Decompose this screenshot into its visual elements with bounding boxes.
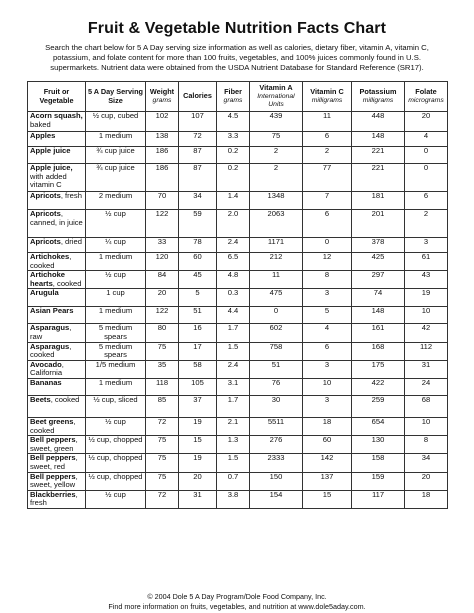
food-name-cell [28, 490, 86, 508]
vitamin-a-cell: 2333 [250, 454, 303, 472]
column-unit: micrograms [408, 96, 444, 104]
potassium-cell: 422 [352, 378, 405, 395]
table-row [28, 192, 448, 210]
weight-cell: 75 [146, 342, 179, 360]
weight-cell: 20 [146, 289, 179, 307]
food-name-cell [28, 238, 86, 253]
vitamin-a-cell: 11 [250, 271, 303, 289]
serving-size-cell: ½ cup, chopped [86, 472, 146, 490]
potassium-cell: 117 [352, 490, 405, 508]
vitamin-a-cell: 758 [250, 342, 303, 360]
table-row [28, 417, 448, 435]
column-unit: International Units [257, 92, 295, 108]
food-name: Acorn squash, [30, 111, 83, 120]
column-header: Vitamin C milligrams [303, 82, 352, 112]
food-name: Apple juice, [30, 163, 73, 172]
potassium-cell: 201 [352, 210, 405, 238]
folate-cell: 2 [405, 210, 448, 238]
vitamin-c-cell: 4 [303, 324, 352, 342]
folate-cell: 0 [405, 164, 448, 192]
food-name-cell [28, 253, 86, 271]
weight-cell: 122 [146, 307, 179, 324]
vitamin-a-cell: 276 [250, 436, 303, 454]
fiber-cell: 0.2 [217, 164, 250, 192]
fiber-cell: 3.3 [217, 132, 250, 147]
food-name: Beet greens [30, 417, 74, 426]
folate-cell: 6 [405, 192, 448, 210]
column-unit: grams [152, 96, 172, 104]
calories-cell: 45 [179, 271, 217, 289]
fiber-cell: 3.1 [217, 378, 250, 395]
calories-cell: 15 [179, 436, 217, 454]
vitamin-c-cell: 60 [303, 436, 352, 454]
table-row [28, 490, 448, 508]
food-description: , cooked [30, 342, 72, 360]
table-row [28, 342, 448, 360]
food-name: Apricots [30, 191, 61, 200]
folate-cell: 20 [405, 472, 448, 490]
table-row [28, 238, 448, 253]
vitamin-c-cell: 7 [303, 192, 352, 210]
vitamin-c-cell: 12 [303, 253, 352, 271]
potassium-cell: 425 [352, 253, 405, 271]
serving-size-cell: 1 medium [86, 307, 146, 324]
folate-cell: 18 [405, 490, 448, 508]
table-row [28, 147, 448, 164]
food-name-cell [28, 210, 86, 238]
fiber-cell: 2.4 [217, 360, 250, 378]
weight-cell: 118 [146, 378, 179, 395]
table-body [28, 112, 448, 509]
calories-cell: 59 [179, 210, 217, 238]
folate-cell: 3 [405, 238, 448, 253]
vitamin-a-cell: 212 [250, 253, 303, 271]
potassium-cell: 161 [352, 324, 405, 342]
food-name: Artichoke hearts [30, 270, 66, 288]
vitamin-c-cell: 6 [303, 342, 352, 360]
serving-size-cell: ½ cup, sliced [86, 395, 146, 417]
serving-size-cell: 2 medium [86, 192, 146, 210]
table-row [28, 378, 448, 395]
table-row [28, 271, 448, 289]
table-row [28, 360, 448, 378]
food-name-cell [28, 360, 86, 378]
fiber-cell: 1.5 [217, 454, 250, 472]
vitamin-a-cell: 1171 [250, 238, 303, 253]
serving-size-cell: ½ cup [86, 417, 146, 435]
calories-cell: 31 [179, 490, 217, 508]
food-description: , dried [60, 237, 82, 246]
table-row [28, 164, 448, 192]
vitamin-a-cell: 475 [250, 289, 303, 307]
folate-cell: 19 [405, 289, 448, 307]
potassium-cell: 448 [352, 112, 405, 132]
potassium-cell: 221 [352, 164, 405, 192]
calories-cell: 78 [179, 238, 217, 253]
food-name-cell [28, 164, 86, 192]
calories-cell: 20 [179, 472, 217, 490]
food-name: Apricots [30, 237, 61, 246]
vitamin-c-cell: 137 [303, 472, 352, 490]
fiber-cell: 1.7 [217, 324, 250, 342]
vitamin-c-cell: 3 [303, 395, 352, 417]
folate-cell: 10 [405, 417, 448, 435]
serving-size-cell: ½ cup [86, 490, 146, 508]
potassium-cell: 148 [352, 307, 405, 324]
folate-cell: 0 [405, 147, 448, 164]
serving-size-cell: ½ cup, cubed [86, 112, 146, 132]
potassium-cell: 148 [352, 132, 405, 147]
folate-cell: 43 [405, 271, 448, 289]
column-header: Vitamin A International Units [250, 82, 303, 112]
potassium-cell: 158 [352, 454, 405, 472]
vitamin-c-cell: 6 [303, 132, 352, 147]
folate-cell: 8 [405, 436, 448, 454]
food-name: Bell peppers [30, 453, 76, 463]
table-row [28, 210, 448, 238]
potassium-cell: 378 [352, 238, 405, 253]
calories-cell: 87 [179, 147, 217, 164]
food-name: Apricots [30, 209, 61, 218]
calories-cell: 105 [179, 378, 217, 395]
vitamin-a-cell: 150 [250, 472, 303, 490]
table-row [28, 395, 448, 417]
food-name-cell [28, 417, 86, 435]
table-row [28, 436, 448, 454]
food-name: Avocado [30, 360, 62, 369]
table-row [28, 454, 448, 472]
weight-cell: 122 [146, 210, 179, 238]
potassium-cell: 259 [352, 395, 405, 417]
calories-cell: 19 [179, 454, 217, 472]
vitamin-c-cell: 2 [303, 147, 352, 164]
column-header: Potassium milligrams [352, 82, 405, 112]
fiber-cell: 2.1 [217, 417, 250, 435]
calories-cell: 16 [179, 324, 217, 342]
food-name: Asparagus [30, 323, 70, 333]
table-row [28, 472, 448, 490]
copyright-text: © 2004 Dole 5 A Day Program/Dole Food Company, Inc. [147, 592, 327, 601]
calories-cell: 107 [179, 112, 217, 132]
calories-cell: 19 [179, 417, 217, 435]
folate-cell: 20 [405, 112, 448, 132]
folate-cell: 24 [405, 378, 448, 395]
serving-size-cell: ¾ cup juice [86, 147, 146, 164]
weight-cell: 75 [146, 436, 179, 454]
food-description: , sweet, yellow [30, 472, 78, 490]
folate-cell: 34 [405, 454, 448, 472]
weight-cell: 80 [146, 324, 179, 342]
food-description: , fresh [30, 490, 78, 508]
vitamin-c-cell: 0 [303, 238, 352, 253]
weight-cell: 33 [146, 238, 179, 253]
calories-cell: 60 [179, 253, 217, 271]
food-name: Asian Pears [30, 306, 74, 316]
food-name-cell [28, 436, 86, 454]
vitamin-c-cell: 10 [303, 378, 352, 395]
table-row [28, 289, 448, 307]
vitamin-c-cell: 3 [303, 289, 352, 307]
food-description: , cooked [52, 278, 82, 288]
vitamin-a-cell: 602 [250, 324, 303, 342]
fiber-cell: 4.4 [217, 307, 250, 324]
food-description: with added vitamin C [30, 171, 67, 190]
fiber-cell: 1.4 [217, 192, 250, 210]
intro-paragraph: Search the chart below for 5 A Day serving size information as well as calories, dietary fiber, vitamin A, vitamin C, potassium, and folate content for more than 100 fruits, vegetables, and 100% juices commonly found in U.S. supermarkets. Nutrient data were obtained from the USDA Nutrient Database for Standard Reference (SR17). [45, 43, 429, 72]
column-header: Folate micrograms [405, 82, 448, 112]
potassium-cell: 654 [352, 417, 405, 435]
weight-cell: 85 [146, 395, 179, 417]
calories-cell: 72 [179, 132, 217, 147]
food-name-cell [28, 307, 86, 324]
potassium-cell: 297 [352, 271, 405, 289]
fiber-cell: 0.7 [217, 472, 250, 490]
column-unit: milligrams [362, 96, 394, 104]
food-description: , cooked [50, 395, 80, 404]
weight-cell: 75 [146, 472, 179, 490]
food-name-cell [28, 472, 86, 490]
potassium-cell: 221 [352, 147, 405, 164]
food-name-cell [28, 132, 86, 147]
food-name: Asparagus [30, 342, 70, 351]
column-header: Calories [179, 82, 217, 112]
vitamin-a-cell: 2 [250, 147, 303, 164]
calories-cell: 37 [179, 395, 217, 417]
fiber-cell: 1.7 [217, 395, 250, 417]
weight-cell: 72 [146, 417, 179, 435]
food-description: , raw [30, 323, 72, 341]
fiber-cell: 2.4 [217, 238, 250, 253]
food-name: Apples [30, 131, 56, 140]
weight-cell: 186 [146, 147, 179, 164]
food-name: Bananas [30, 378, 62, 387]
weight-cell: 102 [146, 112, 179, 132]
food-description: , sweet, green [30, 435, 78, 453]
food-description: , cooked [30, 417, 76, 435]
vitamin-c-cell: 6 [303, 210, 352, 238]
potassium-cell: 74 [352, 289, 405, 307]
calories-cell: 17 [179, 342, 217, 360]
weight-cell: 70 [146, 192, 179, 210]
food-name: Bell peppers [30, 472, 76, 481]
column-unit: milligrams [311, 96, 343, 104]
food-description: , California [30, 360, 64, 378]
serving-size-cell: 1 medium [86, 253, 146, 271]
column-header: Fiber grams [217, 82, 250, 112]
food-name-cell [28, 395, 86, 417]
fiber-cell: 1.5 [217, 342, 250, 360]
footer [0, 592, 474, 611]
serving-size-cell: ½ cup [86, 271, 146, 289]
fiber-cell: 4.8 [217, 271, 250, 289]
serving-size-cell: ¾ cup juice [86, 164, 146, 192]
food-name: Artichokes [30, 252, 70, 261]
column-header: 5 A Day Serving Size [86, 82, 146, 112]
calories-cell: 58 [179, 360, 217, 378]
page-title: Fruit & Vegetable Nutrition Facts Chart [87, 20, 387, 37]
serving-size-cell: 1 cup [86, 289, 146, 307]
vitamin-a-cell: 51 [250, 360, 303, 378]
weight-cell: 72 [146, 490, 179, 508]
potassium-cell: 168 [352, 342, 405, 360]
nutrition-table [27, 81, 448, 509]
vitamin-c-cell: 5 [303, 307, 352, 324]
fiber-cell: 4.5 [217, 112, 250, 132]
food-name-cell [28, 112, 86, 132]
serving-size-cell: 1 medium [86, 378, 146, 395]
table-row [28, 324, 448, 342]
vitamin-c-cell: 15 [303, 490, 352, 508]
table-row [28, 132, 448, 147]
food-description: , sweet, red [30, 453, 78, 471]
vitamin-a-cell: 76 [250, 378, 303, 395]
food-name-cell [28, 454, 86, 472]
vitamin-c-cell: 3 [303, 360, 352, 378]
vitamin-a-cell: 75 [250, 132, 303, 147]
vitamin-a-cell: 30 [250, 395, 303, 417]
food-name-cell [28, 147, 86, 164]
potassium-cell: 181 [352, 192, 405, 210]
food-name: Blackberries [30, 490, 76, 499]
folate-cell: 10 [405, 307, 448, 324]
website-info-text: Find more information on fruits, vegetables, and nutrition at www.dole5aday.com. [108, 601, 366, 611]
column-unit: grams [223, 96, 243, 104]
fiber-cell: 0.2 [217, 147, 250, 164]
column-header: Weight grams [146, 82, 179, 112]
folate-cell: 4 [405, 132, 448, 147]
food-name-cell [28, 378, 86, 395]
food-name: Arugula [30, 288, 59, 298]
weight-cell: 186 [146, 164, 179, 192]
vitamin-c-cell: 11 [303, 112, 352, 132]
vitamin-c-cell: 18 [303, 417, 352, 435]
potassium-cell: 159 [352, 472, 405, 490]
serving-size-cell: ½ cup, chopped [86, 454, 146, 472]
vitamin-a-cell: 2 [250, 164, 303, 192]
weight-cell: 84 [146, 271, 179, 289]
vitamin-a-cell: 2063 [250, 210, 303, 238]
table-header-row [28, 82, 448, 112]
food-name: Apple juice [30, 146, 71, 155]
fiber-cell: 3.8 [217, 490, 250, 508]
weight-cell: 75 [146, 454, 179, 472]
fiber-cell: 0.3 [217, 289, 250, 307]
food-name: Bell peppers [30, 435, 76, 445]
fiber-cell: 6.5 [217, 253, 250, 271]
food-name: Beets [30, 395, 51, 404]
vitamin-c-cell: 142 [303, 454, 352, 472]
weight-cell: 120 [146, 253, 179, 271]
food-description: , fresh [60, 191, 82, 200]
serving-size-cell: 5 medium spears [86, 342, 146, 360]
table-row [28, 112, 448, 132]
food-description: , canned, in juice [30, 209, 83, 227]
column-header: Fruit or Vegetable [28, 82, 86, 112]
folate-cell: 42 [405, 324, 448, 342]
vitamin-a-cell: 5511 [250, 417, 303, 435]
calories-cell: 51 [179, 307, 217, 324]
folate-cell: 112 [405, 342, 448, 360]
food-name-cell [28, 271, 86, 289]
vitamin-c-cell: 77 [303, 164, 352, 192]
potassium-cell: 175 [352, 360, 405, 378]
serving-size-cell: 5 medium spears [86, 324, 146, 342]
food-name-cell [28, 192, 86, 210]
serving-size-cell: ¼ cup [86, 238, 146, 253]
vitamin-a-cell: 0 [250, 307, 303, 324]
table-row [28, 307, 448, 324]
potassium-cell: 130 [352, 436, 405, 454]
calories-cell: 87 [179, 164, 217, 192]
calories-cell: 34 [179, 192, 217, 210]
weight-cell: 138 [146, 132, 179, 147]
table-row [28, 253, 448, 271]
fiber-cell: 2.0 [217, 210, 250, 238]
serving-size-cell: ½ cup [86, 210, 146, 238]
food-description: baked [30, 119, 51, 129]
vitamin-a-cell: 1348 [250, 192, 303, 210]
serving-size-cell: 1 medium [86, 132, 146, 147]
folate-cell: 68 [405, 395, 448, 417]
food-name-cell [28, 289, 86, 307]
weight-cell: 35 [146, 360, 179, 378]
folate-cell: 31 [405, 360, 448, 378]
folate-cell: 61 [405, 253, 448, 271]
serving-size-cell: ½ cup, chopped [86, 436, 146, 454]
vitamin-a-cell: 154 [250, 490, 303, 508]
food-description: , cooked [30, 252, 72, 270]
serving-size-cell: 1/5 medium [86, 360, 146, 378]
fiber-cell: 1.3 [217, 436, 250, 454]
food-name-cell [28, 324, 86, 342]
food-name-cell [28, 342, 86, 360]
calories-cell: 5 [179, 289, 217, 307]
vitamin-c-cell: 8 [303, 271, 352, 289]
vitamin-a-cell: 439 [250, 112, 303, 132]
